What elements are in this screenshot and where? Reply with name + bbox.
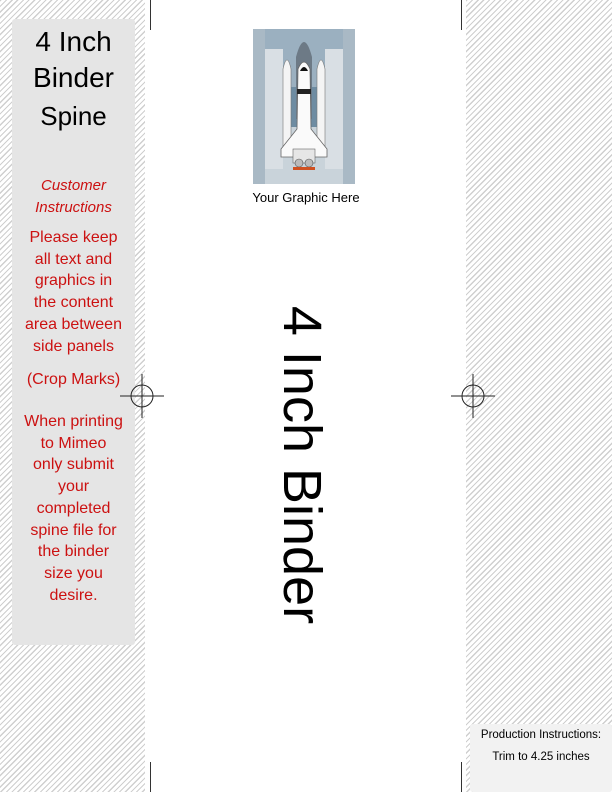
printing-line: size you	[44, 564, 103, 582]
printing-line: to Mimeo	[40, 434, 107, 452]
trim-line-top-left	[150, 0, 151, 30]
production-heading: Production Instructions:	[480, 729, 602, 741]
keep-line: area between	[25, 315, 122, 333]
crop-marks-label: (Crop Marks)	[26, 371, 121, 388]
printing-line: spine file for	[30, 521, 117, 539]
keep-line: graphics in	[34, 272, 113, 290]
printing-line: your	[57, 478, 90, 496]
keep-content-instructions	[12, 227, 135, 357]
crop-mark-right	[451, 374, 495, 418]
binder-title-line1: 4 Inch	[35, 26, 112, 57]
printing-line: completed	[36, 499, 111, 517]
trim-line-bottom-left	[150, 762, 151, 792]
keep-line: side panels	[33, 337, 114, 355]
production-trim: Trim to 4.25 inches	[492, 751, 590, 763]
keep-line: Please keep	[29, 229, 118, 246]
binder-title-line2: Binder	[33, 62, 114, 93]
spine-title-text: 4 Inch Binder	[272, 305, 332, 625]
printing-line: only submit	[33, 456, 114, 474]
graphic-caption: Your Graphic Here	[252, 190, 360, 205]
printing-line: desire.	[49, 586, 98, 604]
keep-line: the content	[33, 294, 114, 312]
trim-line-top-right	[461, 0, 462, 30]
printing-instructions	[12, 411, 135, 606]
binder-subtitle: Spine	[40, 101, 107, 131]
keep-line: all text and	[34, 250, 113, 268]
customer-heading-line1: Customer	[40, 177, 107, 194]
printing-line: the binder	[37, 543, 110, 561]
customer-heading-line2: Instructions	[35, 199, 112, 216]
printing-line: When printing	[24, 413, 123, 430]
trim-line-bottom-right	[461, 762, 462, 792]
space-shuttle-icon[interactable]	[253, 29, 355, 184]
